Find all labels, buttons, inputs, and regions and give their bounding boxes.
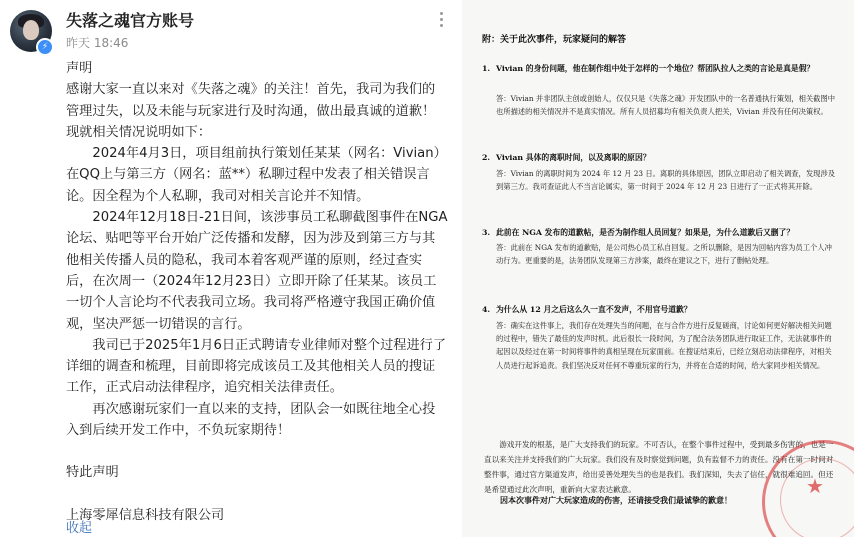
post-body <box>66 58 448 526</box>
post-title: 声明 <box>66 61 93 76</box>
document-title: 附：关于此次事件，玩家疑问的解答 <box>482 35 627 45</box>
answer-3: 答：此前在 NGA 发布的道歉贴，是公司热心员工私自回复。之所以删除，是因为回帖内容为员工个人冲动行为。更重要的是，法务团队发现第三方涉案，最终在建议之下，进行了删帖处理。 <box>496 243 832 266</box>
answer-2: 答：Vivian 的离职时间为 2024 年 12 月 23 日。离职的具体原因，团队立即启动了相关调查，发现涉及到第三方。我司查证此人不当言论属实，第一时间于 2024 年 12 月 23 日进行了一正式将其开除。 <box>496 169 836 192</box>
question-2: 2. Vivian 具体的离职时间，以及离职的原因？ <box>482 153 651 162</box>
final-apology: 因本次事件对广大玩家造成的伤害，还请接受我们最诚挚的歉意！ <box>500 495 732 505</box>
spacer <box>66 441 448 462</box>
post-signoff: 特此声明 <box>66 465 119 481</box>
post-time: 昨天 18:46 <box>66 36 129 50</box>
collapse-link[interactable]: 收起 <box>66 521 93 536</box>
post-paragraph: 2024年4月3日，项目组前执行策划任某某（网名：Vivian）在QQ上与第三方（网名：蓝**）私聊过程中发表了相关错误言论。因全程为个人私聊，我司对相关言论并不知情。 <box>66 146 447 204</box>
post-paragraph: 2024年12月18日-21日间，该涉事员工私聊截图事件在NGA论坛、贴吧等平台开始广泛传播和发酵，因为涉及到第三方与其他相关传播人员的隐私，我司本着客观严谨的原则，经过查实后，在次周一（2024年12月23日）立即开除了任某某。该员工一切个人言论均不代表我司立场。我司将严格遵守我国正确价值观，坚决严惩一切错误的言行。 <box>66 210 448 332</box>
post-company: 上海零犀信息科技有限公司 <box>66 507 225 523</box>
more-options-icon[interactable] <box>440 12 446 30</box>
answer-4: 答：确实在这件事上，我们存在处理失当的问题，在与合作方进行反复磋商，讨论如何更好解决相关问题的过程中，错失了最佳的发声时机。此后很长一段时间，为了配合法务团队进行取证工作，无法就事件的起因以及经过在第一时间将事件的真相呈现在玩家面前。在搜证结束后，已经立刻启动法律程序，对相关人员进行起诉追责。我们坚决反对任何不尊重玩家的行为，并将在合适的时间，给大家同步相关情况。 <box>496 321 832 370</box>
question-1: 1. Vivian 的身份问题，他在制作组中处于怎样的一个地位？帮团队拉人之类的言论是真是假？ <box>482 64 815 73</box>
post-paragraph: 我司已于2025年1月6日正式聘请专业律师对整个过程进行了详细的调查和梳理，目前即将完成该员工及其他相关人员的搜证工作，正式启动法律程序，追究相关法律责任。 <box>66 337 447 396</box>
question-3: 3. 此前在 NGA 发布的道歉帖，是否为制作组人员回复？如果是，为什么道歉后又删了？ <box>482 228 795 237</box>
question-4: 4. 为什么从 12 月之后这么久一直不发声，不用官号道歉？ <box>482 305 692 314</box>
avatar-face <box>23 20 39 40</box>
post-paragraph: 感谢大家一直以来对《失落之魂》的关注！首先，我司为我们的管理过失，以及未能与玩家进行及时沟通，做出最真诚的道歉！现就相关情况说明如下： <box>66 82 436 140</box>
closing-paragraph: 游戏开发的根基，是广大支持我们的玩家。不可否认，在整个事件过程中，受到最多伤害的，也是一直以来关注并支持我们的广大玩家。我们没有及时察觉到问题，负有监督不力的责任。没有在第一时间对整件事，通过官方渠道发声，给出妥善处理失当的也是我们。我们深知，失去了信任，就很难追回。但还是希望通过此次声明，重新向大家表达歉意。 <box>484 440 834 494</box>
verified-badge-icon: ⚡ <box>36 38 54 56</box>
account-name[interactable]: 失落之魂官方账号 <box>66 11 195 30</box>
post-paragraph: 再次感谢玩家们一直以来的支持，团队会一如既往地全心投入到后续开发工作中，不负玩家期待！ <box>66 401 436 439</box>
seal-star-icon: ★ <box>806 474 824 498</box>
document-image[interactable] <box>462 0 854 537</box>
answer-1: 答：Vivian 并非团队主创或创始人，仅仅只是《失落之魂》开发团队中的一名普通执行策划，相关截图中也所描述的相关情况并不是真实情况。所有人员招募均有相关负责人把关，Vivian 并没有任何决策权。 <box>496 94 836 117</box>
spacer <box>66 484 448 505</box>
